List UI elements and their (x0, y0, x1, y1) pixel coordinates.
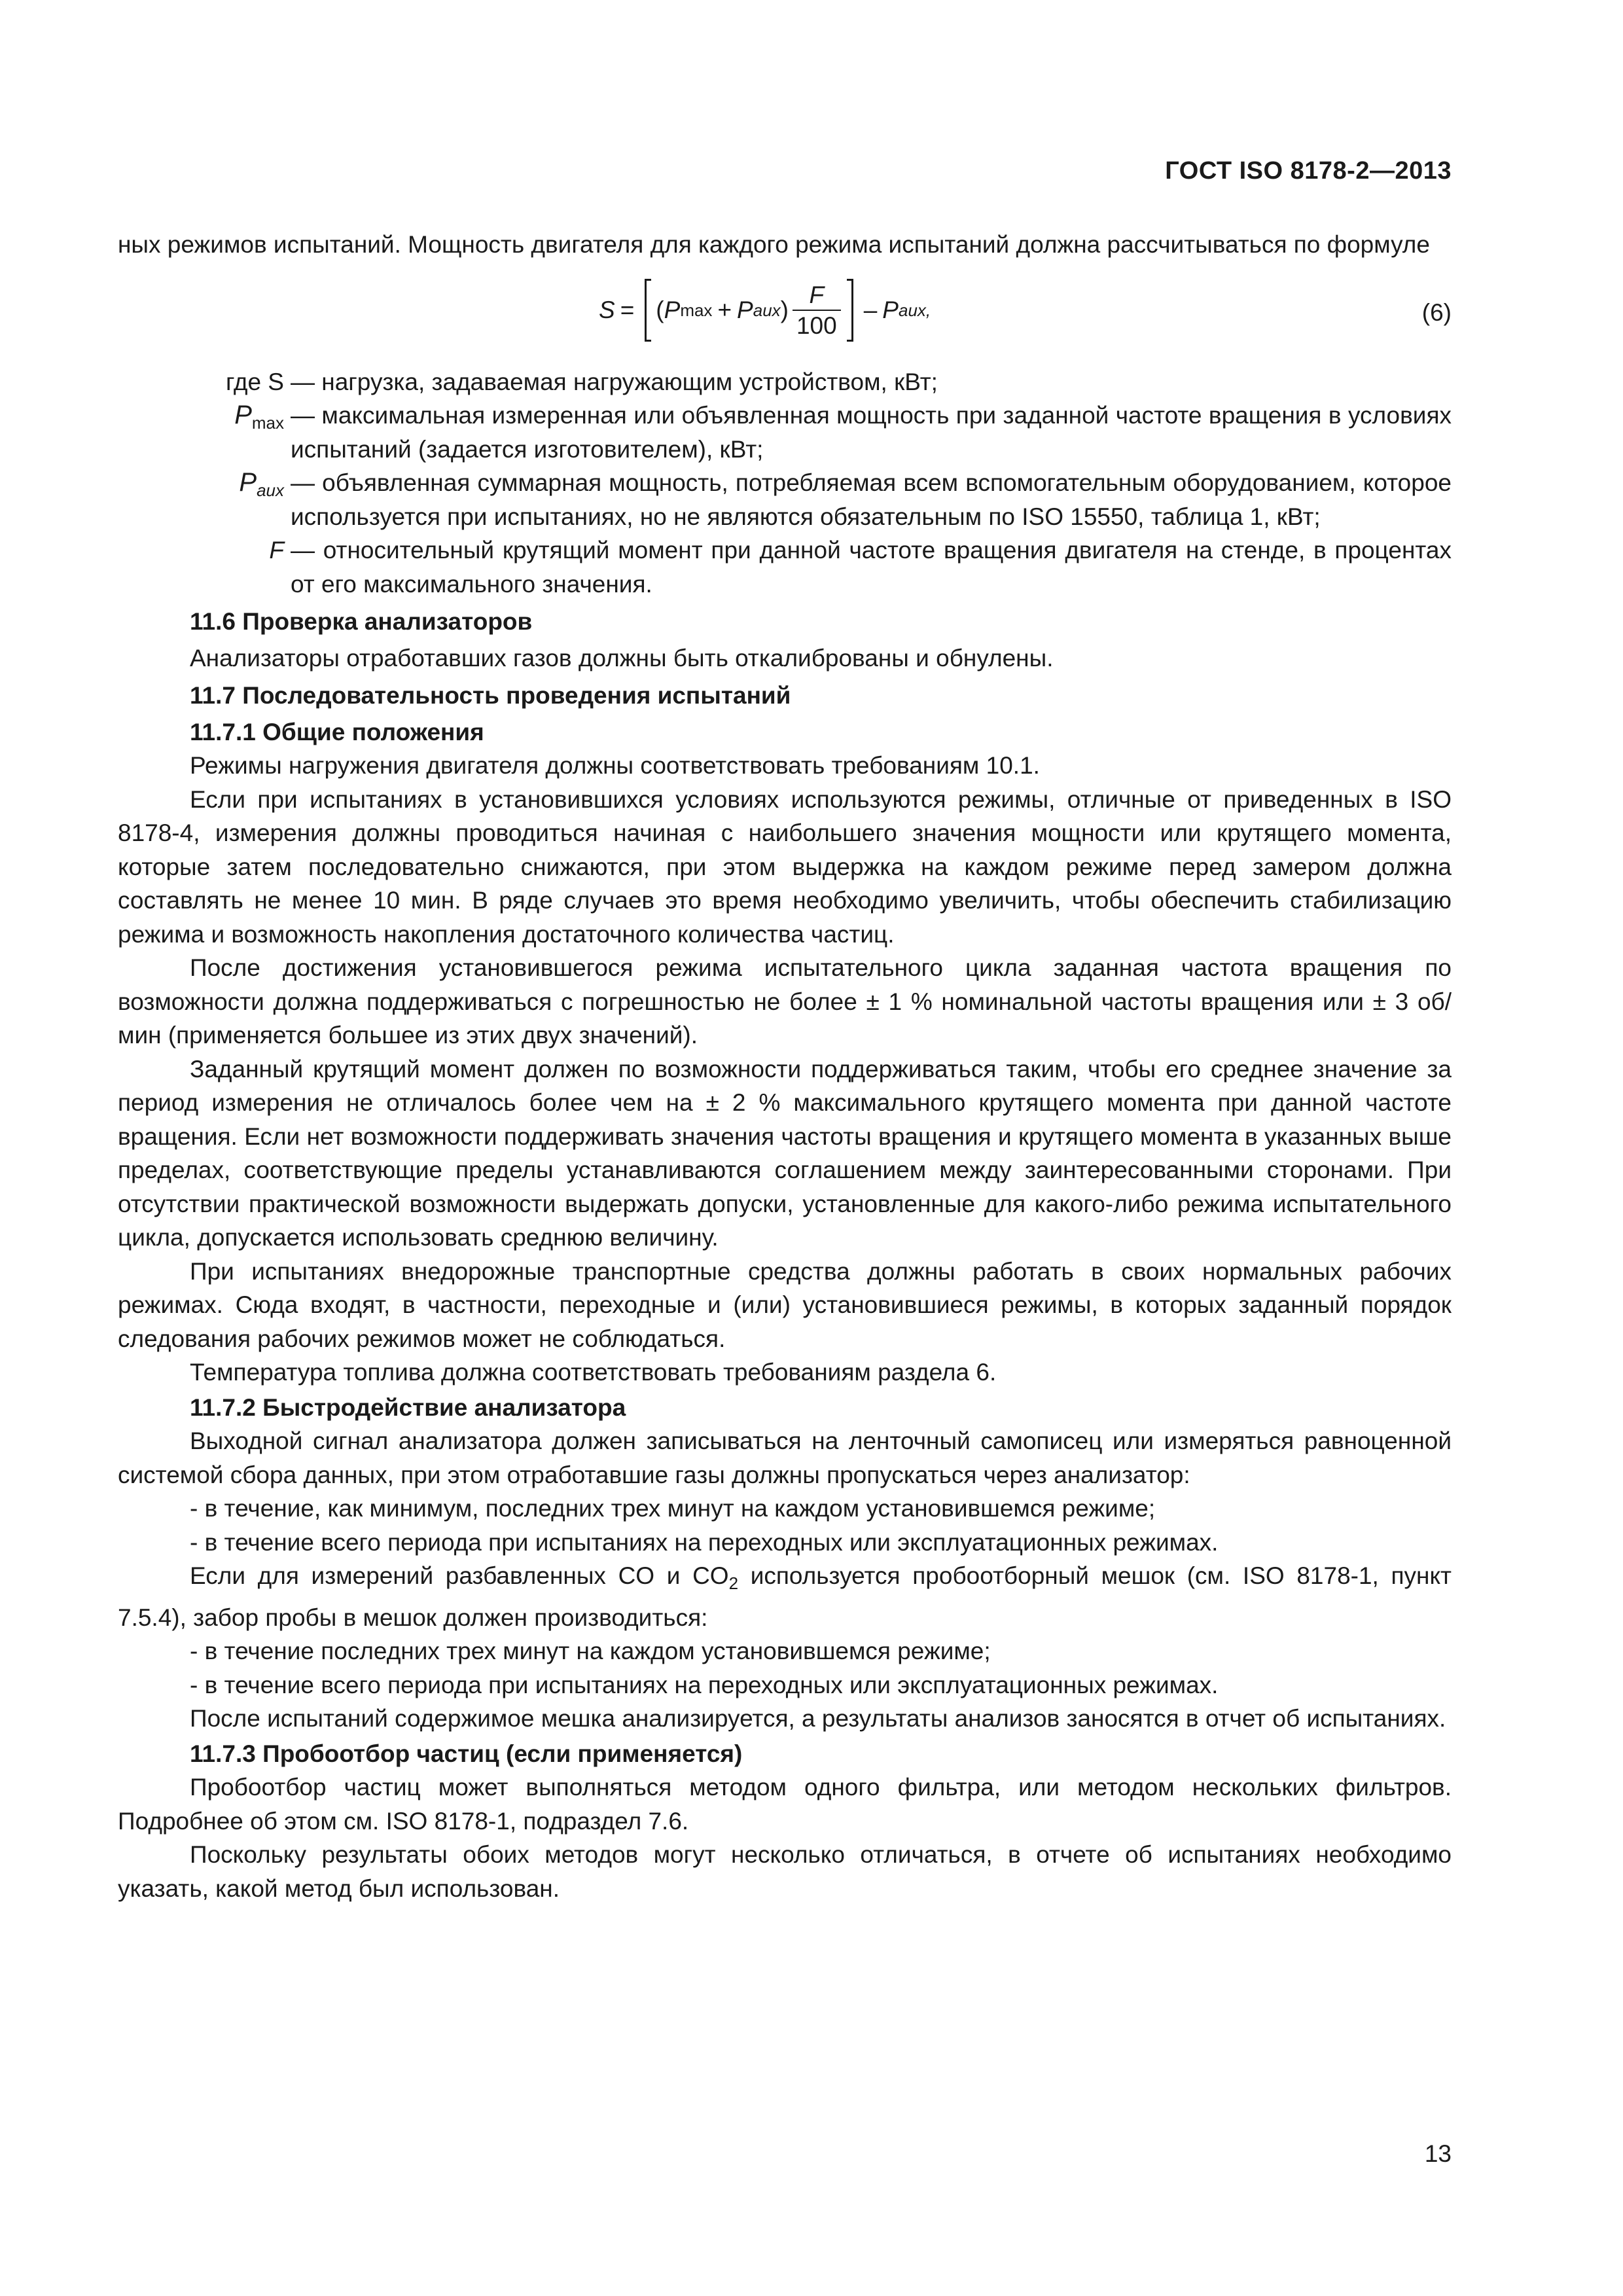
section-heading-11-7: 11.7 Последовательность проведения испытаний (190, 682, 791, 709)
formula-plus: + (717, 296, 732, 323)
list-item: - в течение всего периода при испытаниях на переходных или эксплуатационных режимах. (190, 1528, 1219, 1556)
formula-p-aux: P (737, 296, 753, 323)
legend-symbol-text: P (239, 468, 257, 497)
paragraph: После испытаний содержимое мешка анализируется, а результаты анализов заносятся в отчет об испытаниях. (190, 1705, 1446, 1732)
legend-item (118, 466, 1452, 533)
formula-paren-open: ( (656, 296, 664, 323)
list-item: - в течение всего периода при испытаниях на переходных или эксплуатационных режимах. (190, 1671, 1219, 1698)
formula-numerator: F (809, 281, 825, 308)
formula-minus: – (863, 296, 878, 323)
formula-p-tail: P (882, 296, 899, 323)
formula-tail-sub: aux, (898, 300, 931, 320)
formula-body (599, 279, 931, 342)
section-heading-11-7-3: 11.7.3 Пробоотбор частиц (если применяется) (190, 1740, 743, 1767)
legend-symbol (118, 466, 291, 533)
paragraph (118, 1559, 1452, 1634)
formula-bracket (645, 279, 853, 342)
page-content (118, 228, 1452, 1905)
paragraph: Пробоотбор частиц может выполняться методом одного фильтра, или методом нескольких фильтров. Подробнее об этом см. ISO 8178-1, подраздел 7.6. (118, 1774, 1452, 1835)
formula-denominator: 100 (793, 310, 841, 338)
document-header: ГОСТ ISO 8178-2—2013 (1165, 157, 1452, 185)
legend-description: — объявленная суммарная мощность, потребляемая всем вспомогательным оборудованием, которое используется при испытаниях, но не являются обязательным по ISO 15550, таблица 1, кВт; (291, 469, 1452, 530)
legend-symbol (118, 399, 291, 466)
formula-p-max: P (664, 296, 681, 323)
legend-symbol (118, 533, 291, 601)
legend-description: — максимальная измеренная или объявленная мощность при заданной частоте вращения в условиях испытаний (задается изготовителем), кВт; (291, 402, 1452, 463)
legend-item (118, 365, 1452, 399)
formula-eq: = (620, 296, 635, 323)
formula-max-sub: max (680, 300, 713, 320)
formula-paren-close: ) (780, 296, 789, 323)
section-heading-11-7-2: 11.7.2 Быстродействие анализатора (190, 1393, 626, 1421)
legend-symbol-text: F (269, 537, 284, 564)
formula-fraction (793, 283, 841, 338)
paragraph: Выходной сигнал анализатора должен записываться на ленточный самописец или измеряться равноценной системой сбора данных, при этом отработавшие газы должны пропускаться через анализатор: (118, 1427, 1452, 1488)
paragraph: Температура топлива должна соответствовать требованиям раздела 6. (190, 1359, 997, 1386)
paragraph-text: Если для измерений разбавленных CO и CO (190, 1562, 729, 1589)
legend-item (118, 399, 1452, 466)
formula-lhs: S (599, 296, 615, 323)
paragraph: Режимы нагружения двигателя должны соответствовать требованиям 10.1. (190, 752, 1040, 779)
legend-symbol-text: P (234, 401, 252, 429)
legend-description: — нагрузка, задаваемая нагружающим устройством, кВт; (291, 368, 938, 395)
list-item: - в течение, как минимум, последних трех минут на каждом установившемся режиме; (190, 1495, 1156, 1522)
paragraph-text: используется пробоотборный мешок (см. ISO 8178-1, пункт 7.5.4), забор пробы в мешок должен производиться: (118, 1562, 1452, 1631)
paragraph: После достижения установившегося режима испытательного цикла заданная частота вращения по возможности должна поддерживаться с погрешностью не более ± 1 % номинальной частоты вращения или ± 3 об/мин (применяется большее из этих двух значений). (118, 954, 1452, 1049)
legend-list (118, 365, 1452, 601)
legend-description: — относительный крутящий момент при данной частоте вращения двигателя на стенде, в процентах от его максимального значения. (291, 537, 1452, 598)
legend-symbol-text: где S (226, 368, 284, 395)
page-number: 13 (1424, 2140, 1452, 2167)
section-heading-11-6: 11.6 Проверка анализаторов (190, 608, 533, 635)
legend-item (118, 533, 1452, 601)
subscript: 2 (728, 1573, 739, 1593)
paragraph: Заданный крутящий момент должен по возможности поддерживаться таким, чтобы его среднее значение за период измерения не отличалось более чем на ± 2 % максимального крутящего момента при данной частоте вращения. Если нет возможности поддерживать значения частоты вращения и крутящего момента в указанных выше пределах, соответствующие пределы устанавливаются соглашением между заинтересованными сторонами. При отсутствии практической возможности выдержать допуски, установленные для какого-либо режима испытательного цикла, допускается использовать среднюю величину. (118, 1055, 1452, 1251)
formula-6 (118, 264, 1452, 361)
paragraph: Поскольку результаты обоих методов могут несколько отличаться, в отчете об испытаниях необходимо указать, какой метод был использован. (118, 1841, 1452, 1902)
section-heading-11-7-1: 11.7.1 Общие положения (190, 718, 484, 745)
legend-symbol (118, 365, 291, 399)
paragraph: Если при испытаниях в установившихся условиях используются режимы, отличные от приведенных в ISO 8178-4, измерения должны проводиться начиная с наибольшего значения мощности или крутящего момента, которые затем последовательно снижаются, при этом выдержка на каждом режиме перед замером должна составлять не менее 10 мин. В ряде случаев это время необходимо увеличить, чтобы обеспечить стабилизацию режима и возможность накопления достаточного количества частиц. (118, 785, 1452, 948)
legend-symbol-sub: max (251, 413, 284, 433)
legend-symbol-sub: aux (257, 480, 284, 500)
list-item: - в течение последних трех минут на каждом установившемся режиме; (190, 1638, 991, 1664)
intro-paragraph: ных режимов испытаний. Мощность двигателя для каждого режима испытаний должна рассчитываться по формуле (118, 231, 1430, 258)
formula-number: (6) (1421, 298, 1452, 326)
paragraph: Анализаторы отработавших газов должны быть откалиброваны и обнулены. (190, 644, 1054, 672)
paragraph: При испытаниях внедорожные транспортные средства должны работать в своих нормальных рабочих режимах. Сюда входят, в частности, переходные и (или) установившиеся режимы, в которых заданный порядок следования рабочих режимов может не соблюдаться. (118, 1257, 1452, 1352)
formula-aux-sub: aux (753, 300, 781, 320)
